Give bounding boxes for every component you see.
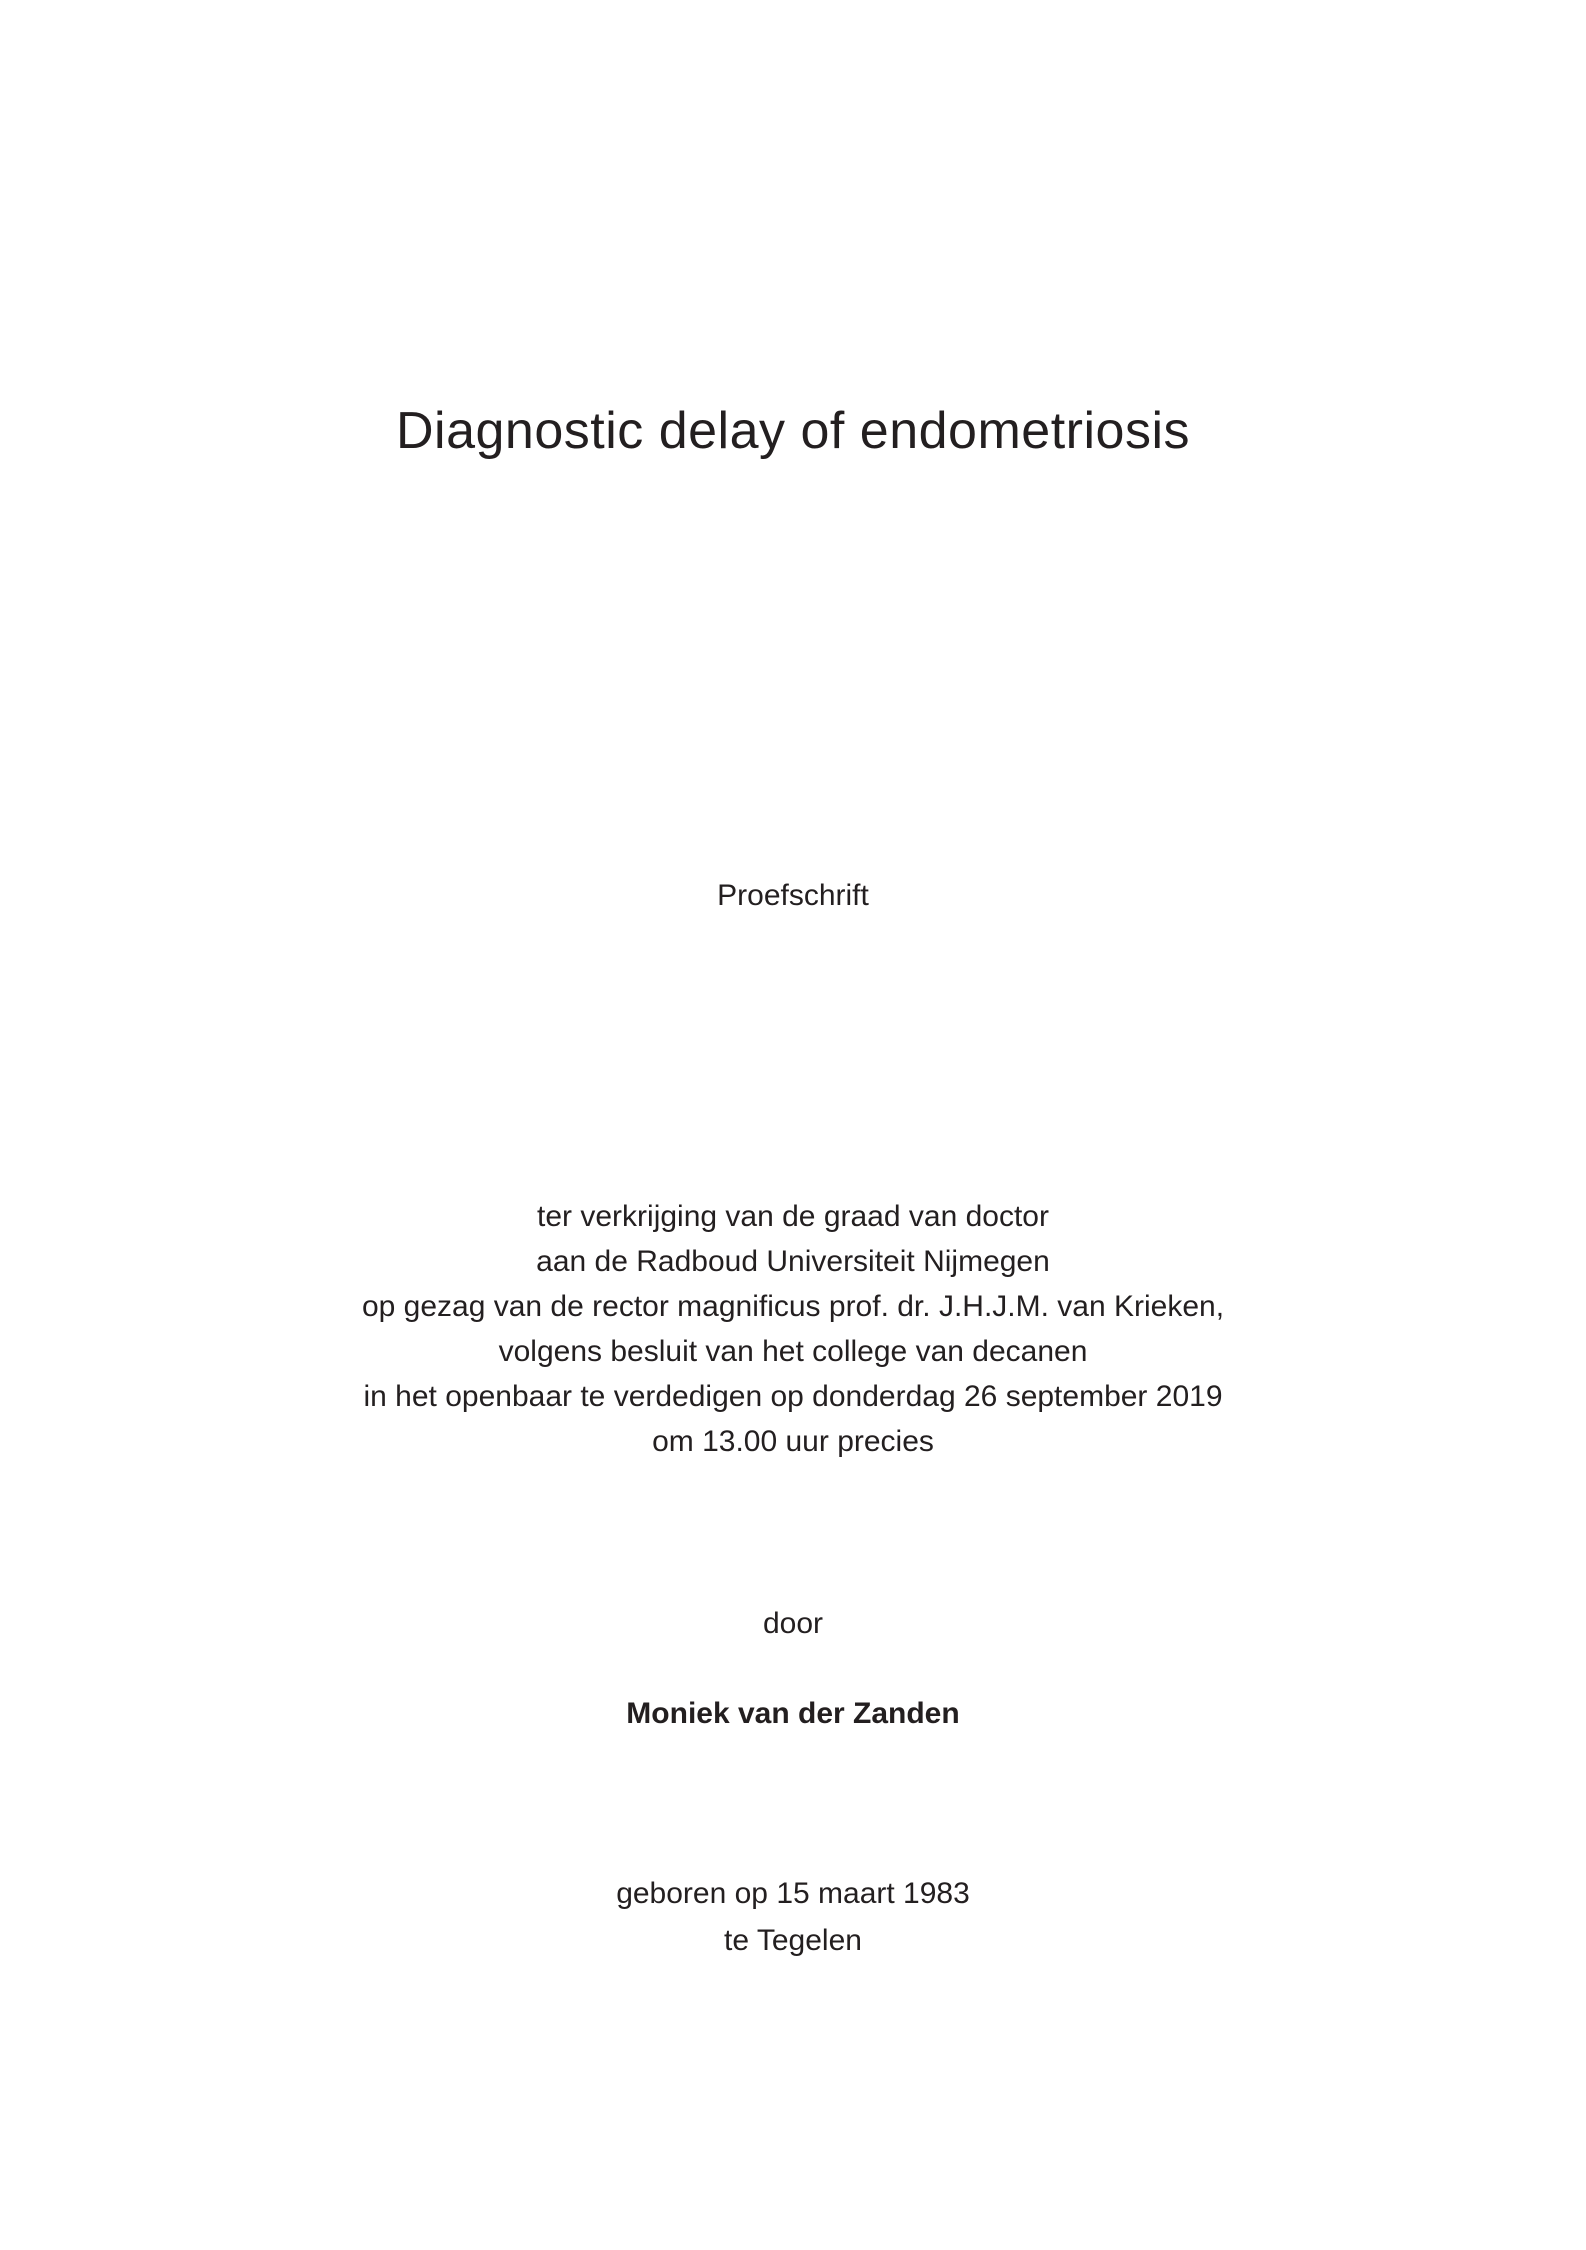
promotion-line: in het openbaar te verdedigen op donderdag 26 september 2019 (363, 1380, 1223, 1413)
byline-label: door (762, 1607, 824, 1640)
birth-date-line: geboren op 15 maart 1983 (616, 1877, 970, 1910)
birth-statement (0, 1870, 1586, 1964)
promotion-line: om 13.00 uur precies (652, 1425, 934, 1458)
document-type-label: Proefschrift (717, 879, 869, 912)
promotion-line: ter verkrijging van de graad van doctor (537, 1200, 1049, 1233)
promotion-statement (0, 1194, 1586, 1464)
author-name: Moniek van der Zanden (626, 1697, 960, 1730)
promotion-line: op gezag van de rector magnificus prof. dr. J.H.J.M. van Krieken, (361, 1290, 1225, 1323)
promotion-line: aan de Radboud Universiteit Nijmegen (536, 1245, 1050, 1278)
page-title: Diagnostic delay of endometriosis (395, 402, 1190, 460)
promotion-line: volgens besluit van het college van decanen (498, 1335, 1088, 1368)
birth-place-line: te Tegelen (724, 1924, 862, 1957)
